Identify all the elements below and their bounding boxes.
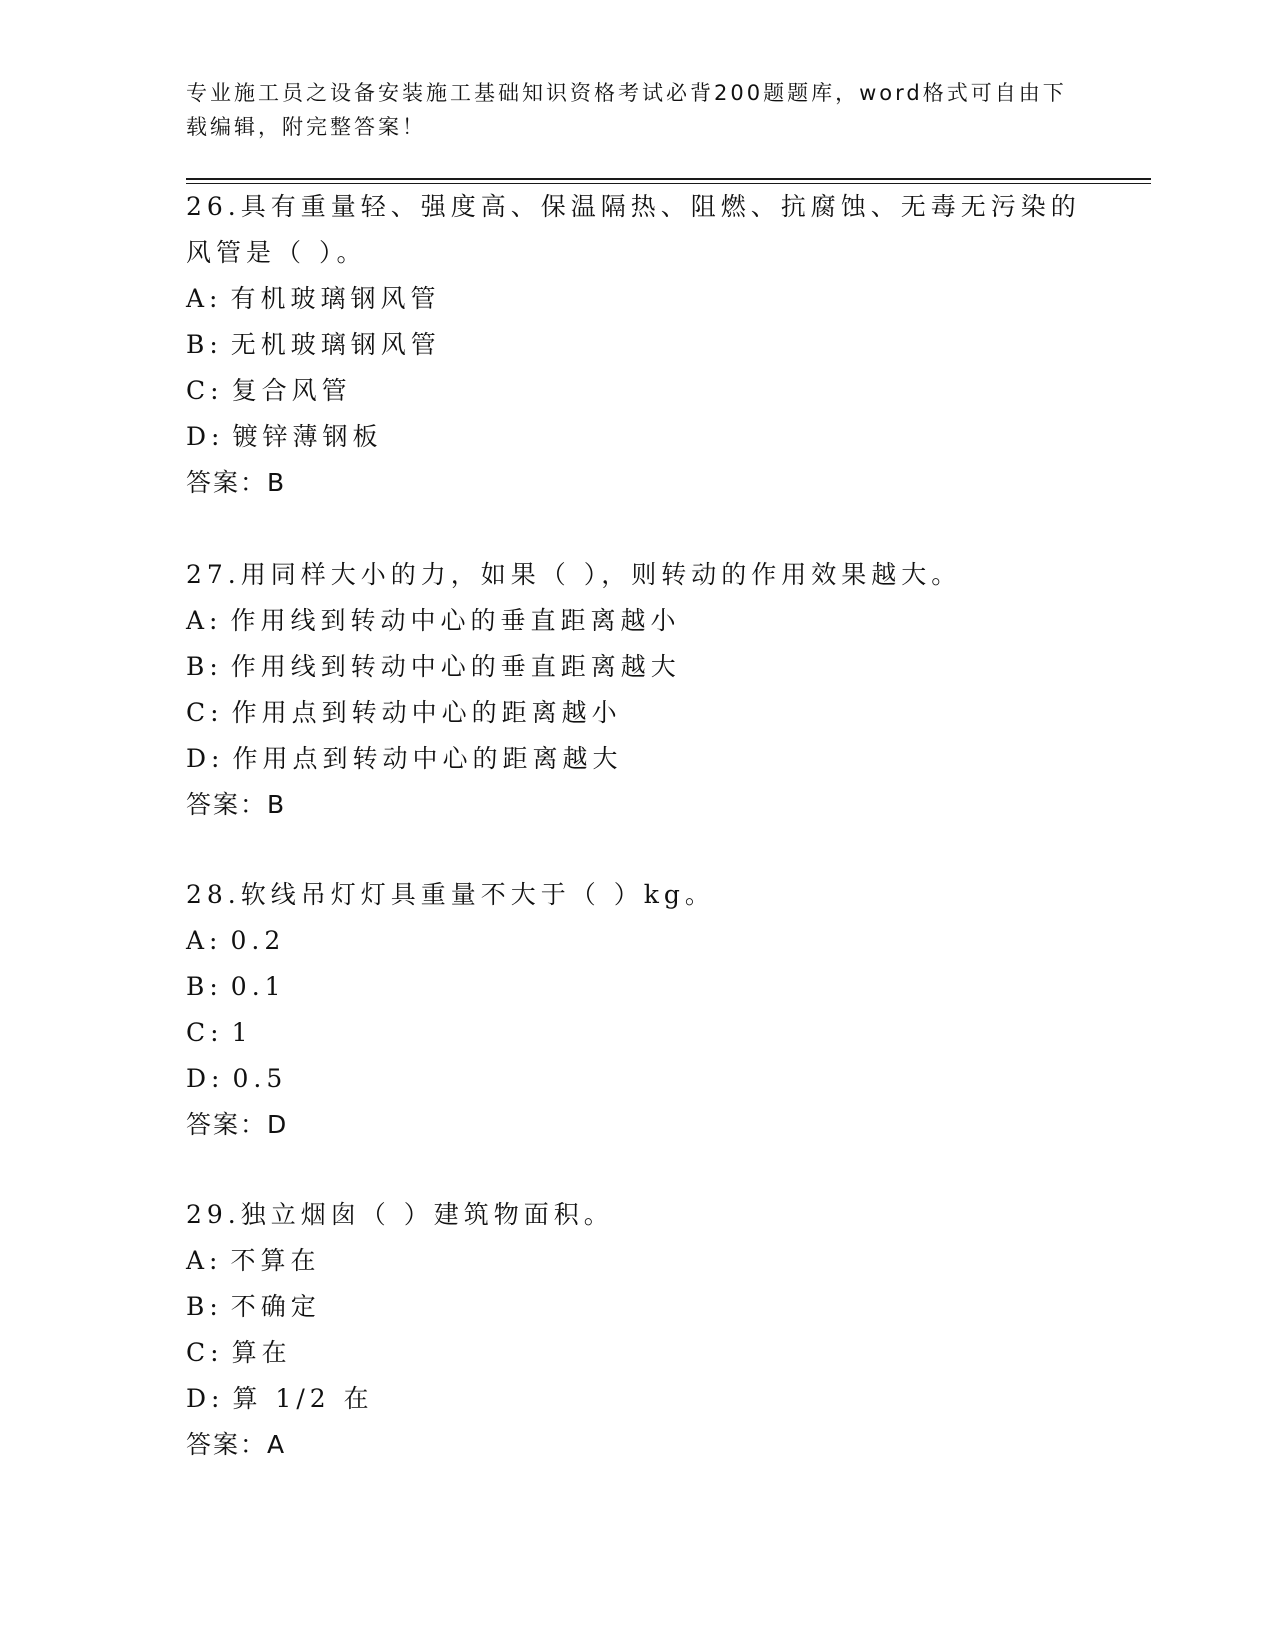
option-d xyxy=(186,414,1106,460)
answer-line xyxy=(186,1422,1106,1468)
question-27 xyxy=(186,552,1106,828)
question-29 xyxy=(186,1192,1106,1468)
option-b xyxy=(186,1284,1106,1330)
option-letter: B: xyxy=(186,652,223,681)
option-a xyxy=(186,1238,1106,1284)
option-letter: B: xyxy=(186,330,223,359)
option-text: 算 1/2 在 xyxy=(232,1384,374,1413)
option-text: 复合风管 xyxy=(231,376,352,405)
question-26 xyxy=(186,184,1106,506)
option-text: 不确定 xyxy=(230,1292,321,1321)
option-d xyxy=(186,1056,1106,1102)
option-b xyxy=(186,964,1106,1010)
option-b xyxy=(186,644,1106,690)
option-text: 无机玻璃钢风管 xyxy=(230,330,441,359)
option-c xyxy=(186,368,1106,414)
answer-line xyxy=(186,782,1106,828)
option-a xyxy=(186,276,1106,322)
option-text: 0.5 xyxy=(232,1064,288,1093)
answer-line xyxy=(186,460,1106,506)
question-stem: 28.软线吊灯灯具重量不大于（ ）kg。 xyxy=(186,880,715,909)
question-28 xyxy=(186,872,1106,1148)
option-letter: C: xyxy=(186,1018,224,1047)
option-c xyxy=(186,690,1106,736)
answer-value: B xyxy=(267,468,285,497)
option-text: 作用线到转动中心的垂直距离越小 xyxy=(230,606,681,635)
option-letter: D: xyxy=(186,744,225,773)
question-stem: 26.具有重量轻、强度高、保温隔热、阻燃、抗腐蚀、无毒无污染的风管是（ ）。 xyxy=(186,192,1081,267)
answer-value: A xyxy=(267,1430,285,1459)
option-b xyxy=(186,322,1106,368)
question-stem: 29.独立烟囱（ ）建筑物面积。 xyxy=(186,1200,614,1229)
answer-label: 答案： xyxy=(186,468,268,497)
option-text: 0.1 xyxy=(230,972,286,1001)
answer-line xyxy=(186,1102,1106,1148)
option-text: 镀锌薄钢板 xyxy=(232,422,383,451)
option-letter: A: xyxy=(186,284,223,313)
option-text: 作用点到转动中心的距离越大 xyxy=(232,744,623,773)
option-letter: B: xyxy=(186,972,223,1001)
option-text: 作用点到转动中心的距离越小 xyxy=(231,698,622,727)
option-d xyxy=(186,736,1106,782)
answer-label: 答案： xyxy=(186,1430,268,1459)
option-c xyxy=(186,1010,1106,1056)
option-letter: C: xyxy=(186,698,224,727)
option-letter: A: xyxy=(186,606,223,635)
option-letter: D: xyxy=(186,1384,225,1413)
option-letter: C: xyxy=(186,1338,224,1367)
option-letter: B: xyxy=(186,1292,223,1321)
option-letter: C: xyxy=(186,376,224,405)
option-text: 0.2 xyxy=(230,926,286,955)
answer-value: B xyxy=(267,790,285,819)
option-text: 作用线到转动中心的垂直距离越大 xyxy=(230,652,681,681)
option-letter: D: xyxy=(186,1064,225,1093)
option-a xyxy=(186,598,1106,644)
answer-value: D xyxy=(267,1110,287,1139)
option-letter: A: xyxy=(186,1246,223,1275)
option-d xyxy=(186,1376,1106,1422)
answer-label: 答案： xyxy=(186,790,268,819)
document-header: 专业施工员之设备安装施工基础知识资格考试必背200题题库，word格式可自由下载编辑，附完整答案！ xyxy=(186,81,1067,139)
header-divider-thick xyxy=(186,178,1151,180)
option-letter: A: xyxy=(186,926,223,955)
option-text: 算在 xyxy=(231,1338,292,1367)
question-stem: 27.用同样大小的力，如果（ ），则转动的作用效果越大。 xyxy=(186,560,962,589)
option-text: 1 xyxy=(231,1018,253,1047)
option-a xyxy=(186,918,1106,964)
option-c xyxy=(186,1330,1106,1376)
option-letter: D: xyxy=(186,422,225,451)
option-text: 不算在 xyxy=(230,1246,321,1275)
answer-label: 答案： xyxy=(186,1110,268,1139)
option-text: 有机玻璃钢风管 xyxy=(230,284,441,313)
